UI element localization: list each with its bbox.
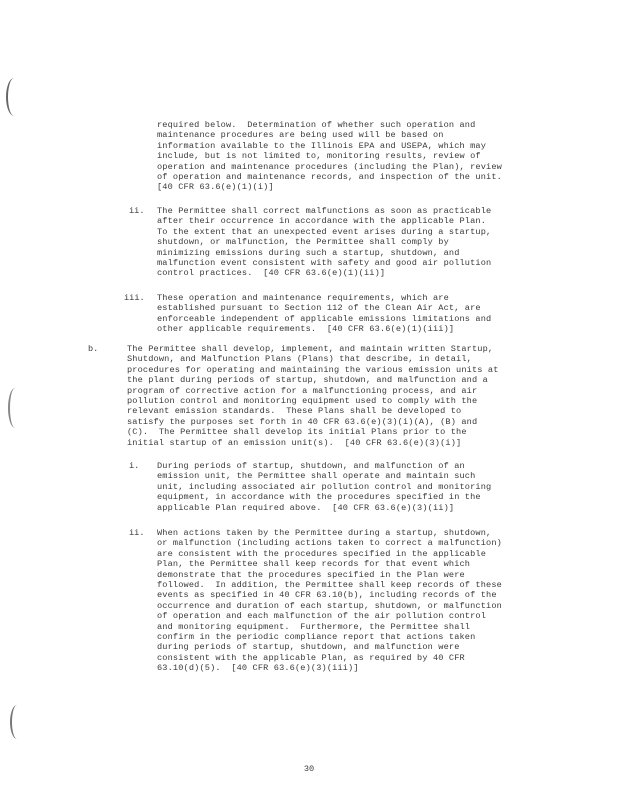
subitem-label: i. [129,461,140,471]
section-text: The Permittee shall develop, implement, and maintain written Startup, Shutdown, and Malfunction Plans (Plans) that describe, in detail, procedures for operating and maintaining the various emission units at the plant during periods of startup, shutdown, and malfunction and a program of corrective action for a malfunctioning process, and air pollution control and monitoring equipment used to comply with the relevant emission standards. These Plans shall be developed to satisfy the purposes set forth in 40 CFR 63.6(e)(3)(i)(A), (B) and (C). The Permittee shall develop its initial Plans prior to the initial startup of an emission unit(s). [40 CFR 63.6(e)(3)(i)] [127,344,499,448]
binder-hole-mark [8,388,22,428]
subitem-text: During periods of startup, shutdown, and malfunction of an emission unit, the Permittee shall operate and maintain such unit, including associated air pollution control and monitoring equipment, in accordance with the procedures specified in the applicable Plan required above. [40 CFR 63.6(e)(3)(ii)] [157,461,492,513]
item-label: iii. [124,293,145,303]
binder-hole-mark [10,705,24,739]
page-number: 30 [303,764,315,774]
subitem-label: ii. [129,528,145,538]
continuation-paragraph: required below. Determination of whether such operation and maintenance procedures are being used will be based on information available to the Illinois EPA and USEPA, which may include, but is not limited to, monitoring results, review of operation and maintenance procedures (including the Plan), review of operation and maintenance records, and inspection of the unit. [40 CFR 63.6(e)(1)(i)] [157,120,502,193]
item-label: ii. [129,206,145,216]
binder-hole-mark [6,78,22,116]
subitem-text: When actions taken by the Permittee during a startup, shutdown, or malfunction (including actions taken to correct a malfunction) are consistent with the procedures specified in the applicable Plan, the Permittee shall keep records for that event which demonstrate that the procedures specified in the Plan were followed. In addition, the Permittee shall keep records of these events as specified in 40 CFR 63.10(b), including records of the occurrence and duration of each startup, shutdown, or malfunction of operation and each malfunction of the air pollution control and monitoring equipment. Furthermore, the Permittee shall confirm in the periodic compliance report that actions taken during periods of startup, shutdown, and malfunction were consistent with the applicable Plan, as required by 40 CFR 63.10(d)(5). [40 CFR 63.6(e)(3)(iii)] [157,528,502,674]
section-label: b. [88,344,99,354]
item-text: These operation and maintenance requirements, which are established pursuant to Section 112 of the Clean Air Act, are enforceable independent of applicable emissions limitations and other applicable requirements. [40 CFR 63.6(e)(1)(iii)] [157,293,492,335]
item-text: The Permittee shall correct malfunctions as soon as practicable after their occurrence in accordance with the applicable Plan. To the extent that an unexpected event arises during a startup, shutdown, or malfunction, the Permittee shall comply by minimizing emissions during such a startup, shutdown, and malfunction event consistent with safety and good air pollution control practices. [40 CFR 63.6(e)(1)(ii)] [157,206,492,279]
